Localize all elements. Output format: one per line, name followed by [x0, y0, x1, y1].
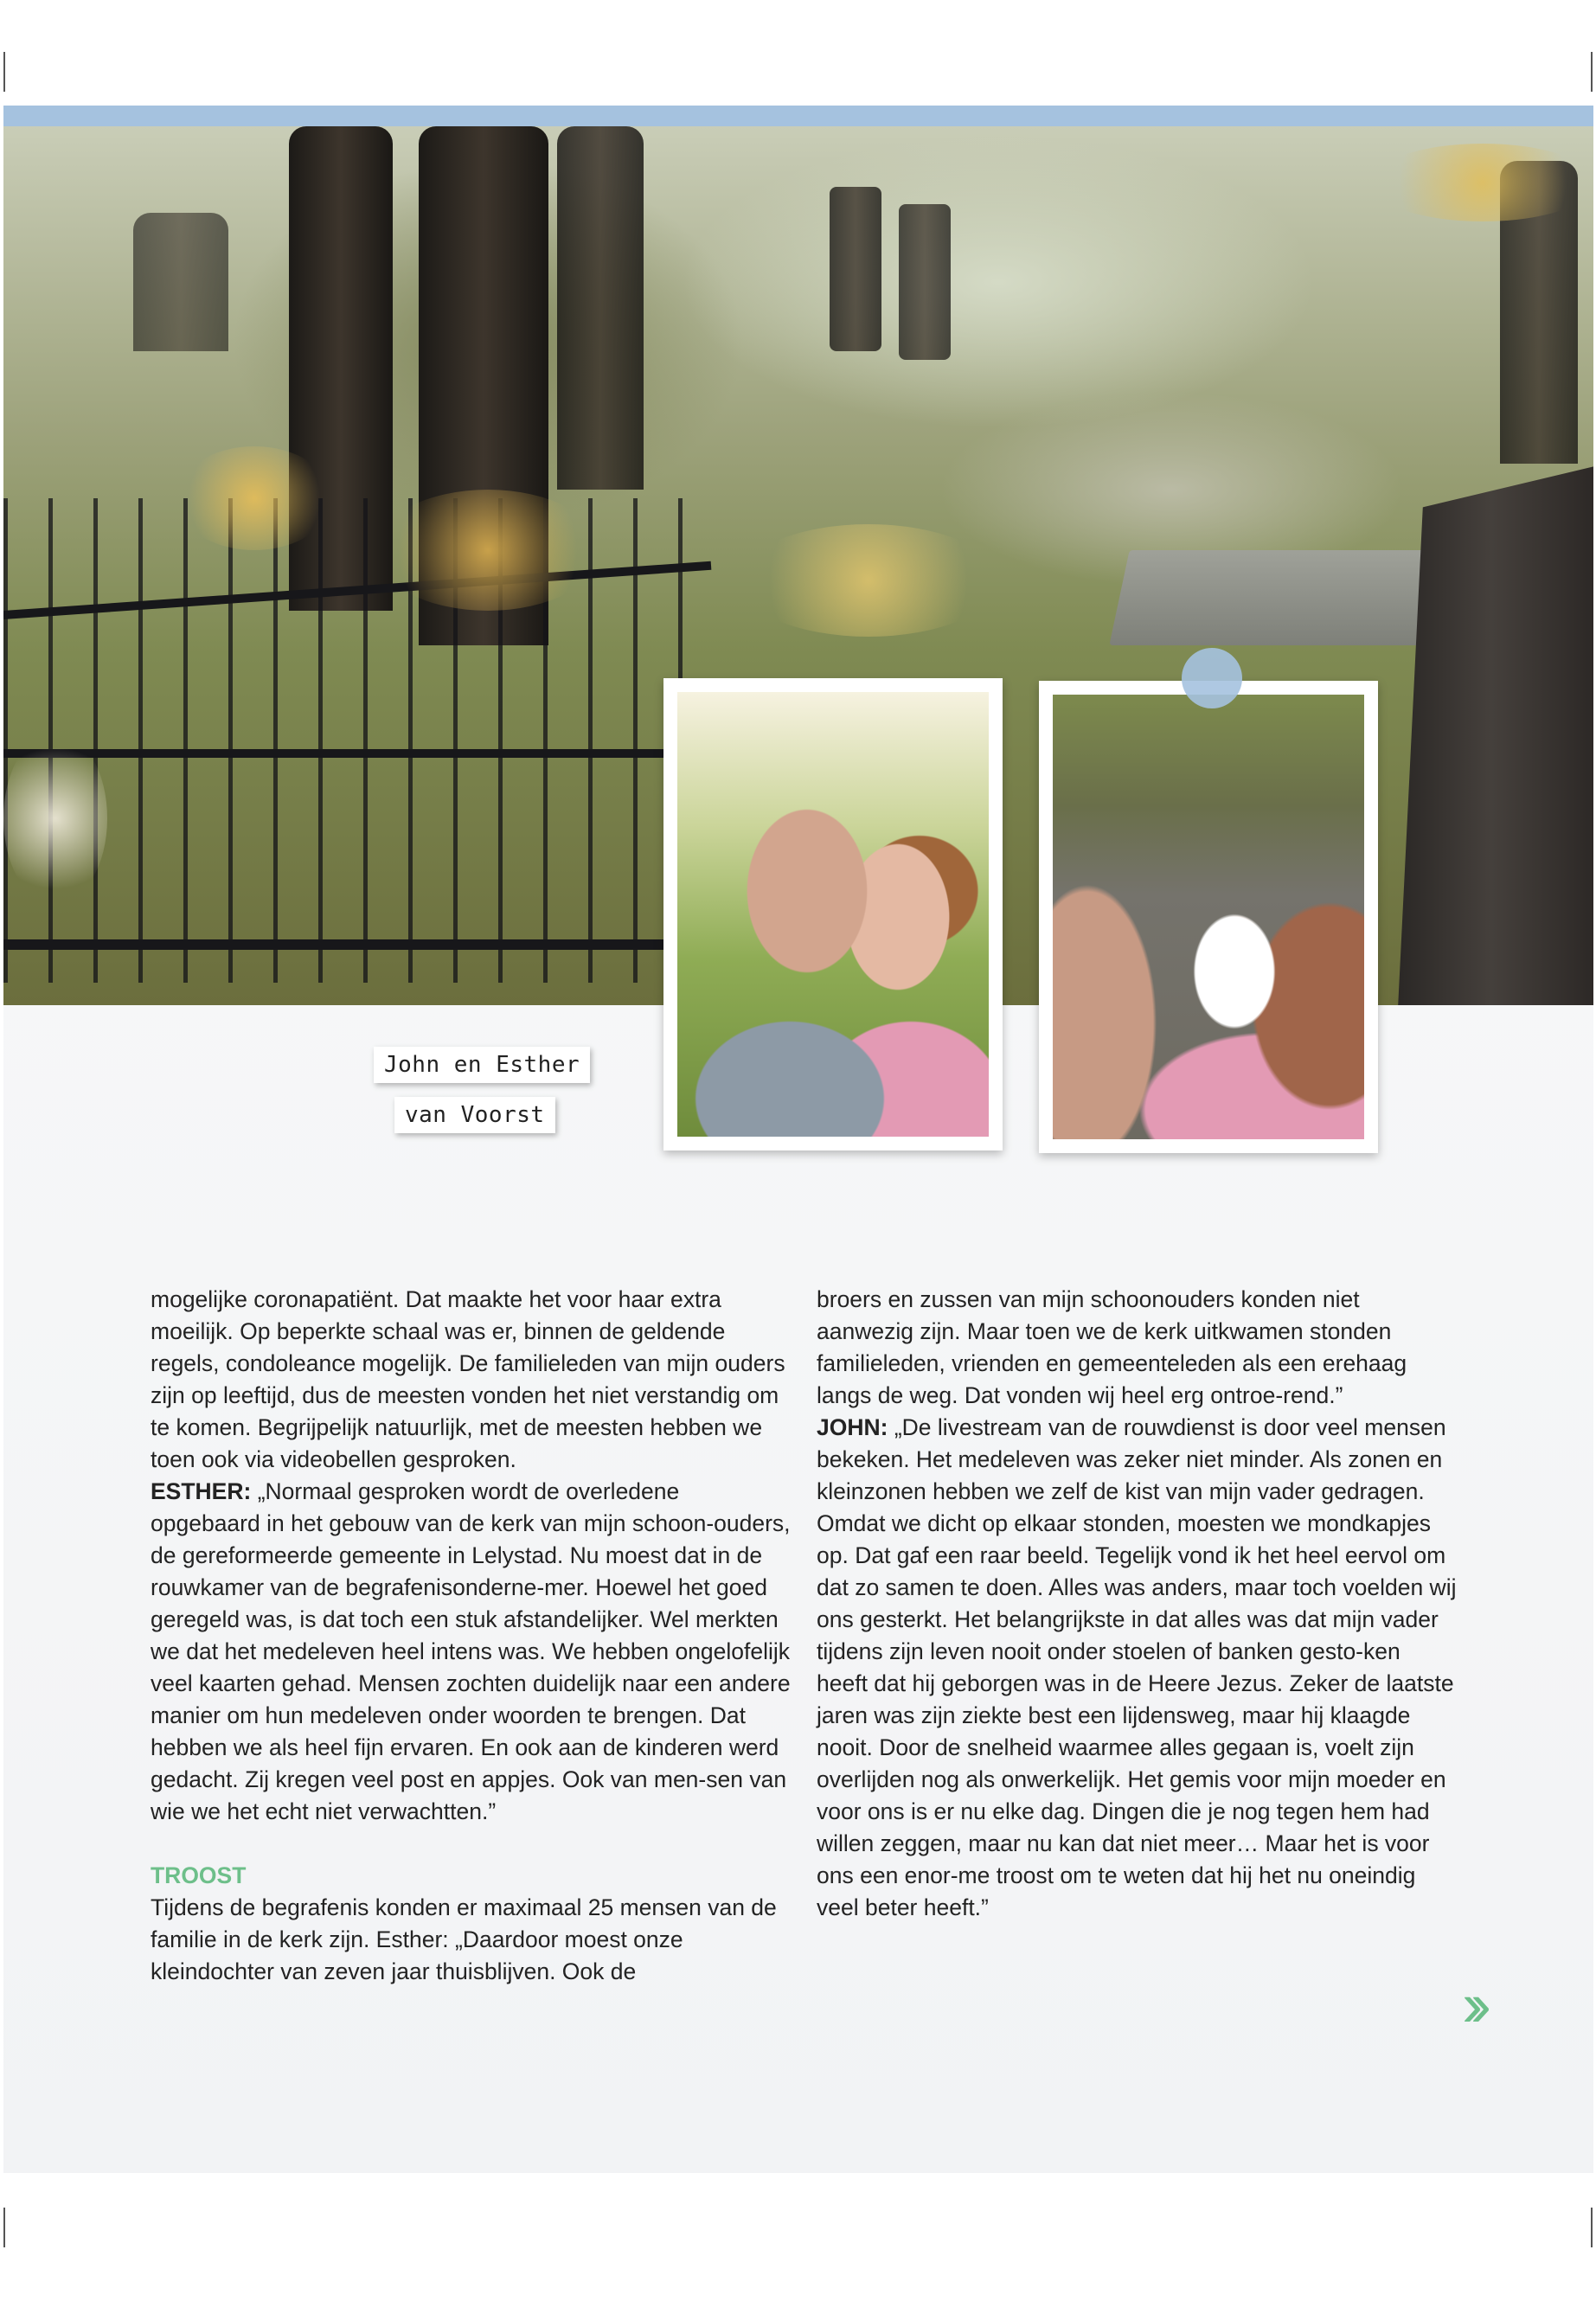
paragraph-text: mogelijke coronapatiënt. Dat maakte het voor haar extra moeilijk. Op beperkte schaal was er, binnen de geldende regels, condoleance mogelijk. De familieleden van mijn ouders zijn op leeftijd, dus de meesten vonden het niet verstandig om te komen. Begrijpelijk natuurlijk, met de meesten hebben we toen ook via videobellen gesproken.: [151, 1286, 785, 1472]
paragraph-text: Tijdens de begrafenis konden er maximaal 25 mensen van de familie in de kerk zijn. Esther: „Daardoor moest onze kleindochter van zeven jaar thuisblijven. Ook de: [151, 1894, 777, 1984]
pin-dot: [1182, 648, 1242, 708]
crop-mark-bottom-left: [3, 2208, 5, 2247]
paragraph: [817, 1284, 1457, 1412]
grave-slab: [1109, 550, 1458, 645]
tree-trunk: [557, 126, 644, 490]
tree-trunk: [133, 213, 228, 351]
blossom: [176, 446, 332, 550]
fence-rail: [3, 939, 713, 950]
speaker-label-john: JOHN:: [817, 1414, 888, 1440]
blossom: [1370, 144, 1593, 221]
fence-rail: [3, 749, 713, 758]
spacer: [151, 1828, 791, 1860]
background-headstone: [899, 204, 951, 360]
couple-photo: [677, 692, 989, 1137]
background-headstone: [830, 187, 881, 351]
speaker-label-esther: ESTHER:: [151, 1478, 252, 1504]
double-chevron-right-icon: ››: [1462, 1971, 1479, 2040]
memorial-photo: [1053, 695, 1364, 1139]
blossom: [3, 732, 107, 905]
paragraph-text: „Normaal gesproken wordt de overledene opgebaard in het gebouw van de kerk van mijn schoon-ouders, de gereformeerde gemeente in Lelystad. Nu moest dat in de rouwkamer van de begrafenisonderne-mer. Hoewel het goed geregeld was, is dat toch een stuk afstandelijker. Wel merkten we dat het medeleven heel intens was. We hebben ongelofelijk veel kaarten gehad. Mensen zochten duidelijk naar een andere manier om hun medeleven onder woorden te brengen. Dat hebben we als heel fijn ervaren. En ook aan de kinderen werd gedacht. Zij kregen veel post en appjes. Ook van men-sen van wie we het echt niet verwachtten.”: [151, 1478, 791, 1824]
blossom: [739, 524, 998, 637]
paragraph: [151, 1892, 791, 1988]
crop-mark-top-right: [1591, 52, 1593, 92]
foreground-headstone: [1398, 464, 1593, 1005]
crop-mark-bottom-right: [1591, 2208, 1593, 2247]
paragraph-text: „De livestream van de rouwdienst is door veel mensen bekeken. Het medeleven was zeker niet minder. Als zonen en kleinzonen hebben we zelf de kist van mijn vader gedragen. Omdat we dicht op elkaar stonden, moesten we mondkapjes op. Dat gaf een raar beeld. Tegelijk vond ik het heel eervol om dat zo samen te doen. Alles was anders, maar toch voelden wij ons gesterkt. Het belangrijkste in dat alles was dat mijn vader tijdens zijn leven nooit onder stoelen of banken gesto-ken heeft dat hij geborgen was in de Heere Jezus. Zeker de laatste jaren was zijn ziekte best een lijdensweg, maar hij klaagde nooit. Door de snelheid waarmee alles gegaan is, voelt zijn overlijden nog als onwerkelijk. Het gemis voor mijn moeder en voor ons is er nu elke dag. Dingen die je nog tegen hem had willen zeggen, maar nu kan dat niet meer… Maar het is voor ons een enor-me troost om te weten dat hij het nu oneindig veel beter heeft.”: [817, 1414, 1457, 1920]
paragraph: [151, 1476, 791, 1828]
blossom: [375, 490, 600, 611]
article-column-1: [151, 1284, 791, 1988]
crop-mark-top-left: [3, 52, 5, 92]
paragraph-text: broers en zussen van mijn schoonouders konden niet aanwezig zijn. Maar toen we de kerk uitkwamen stonden familieleden, vrienden en gemeenteleden als een erehaag langs de weg. Dat vonden wij heel erg ontroe-rend.”: [817, 1286, 1407, 1408]
caption-line-2: van Voorst: [394, 1097, 555, 1133]
caption-line-1: John en Esther: [374, 1047, 590, 1083]
paragraph: [817, 1412, 1457, 1924]
article-column-2: [817, 1284, 1457, 1924]
photo-frame-memorial: [1039, 681, 1378, 1153]
paragraph: [151, 1284, 791, 1476]
top-color-band: [3, 106, 1593, 126]
magazine-page: [3, 106, 1593, 2173]
subheading: TROOST: [151, 1862, 247, 1888]
photo-frame-couple: [663, 678, 1003, 1150]
